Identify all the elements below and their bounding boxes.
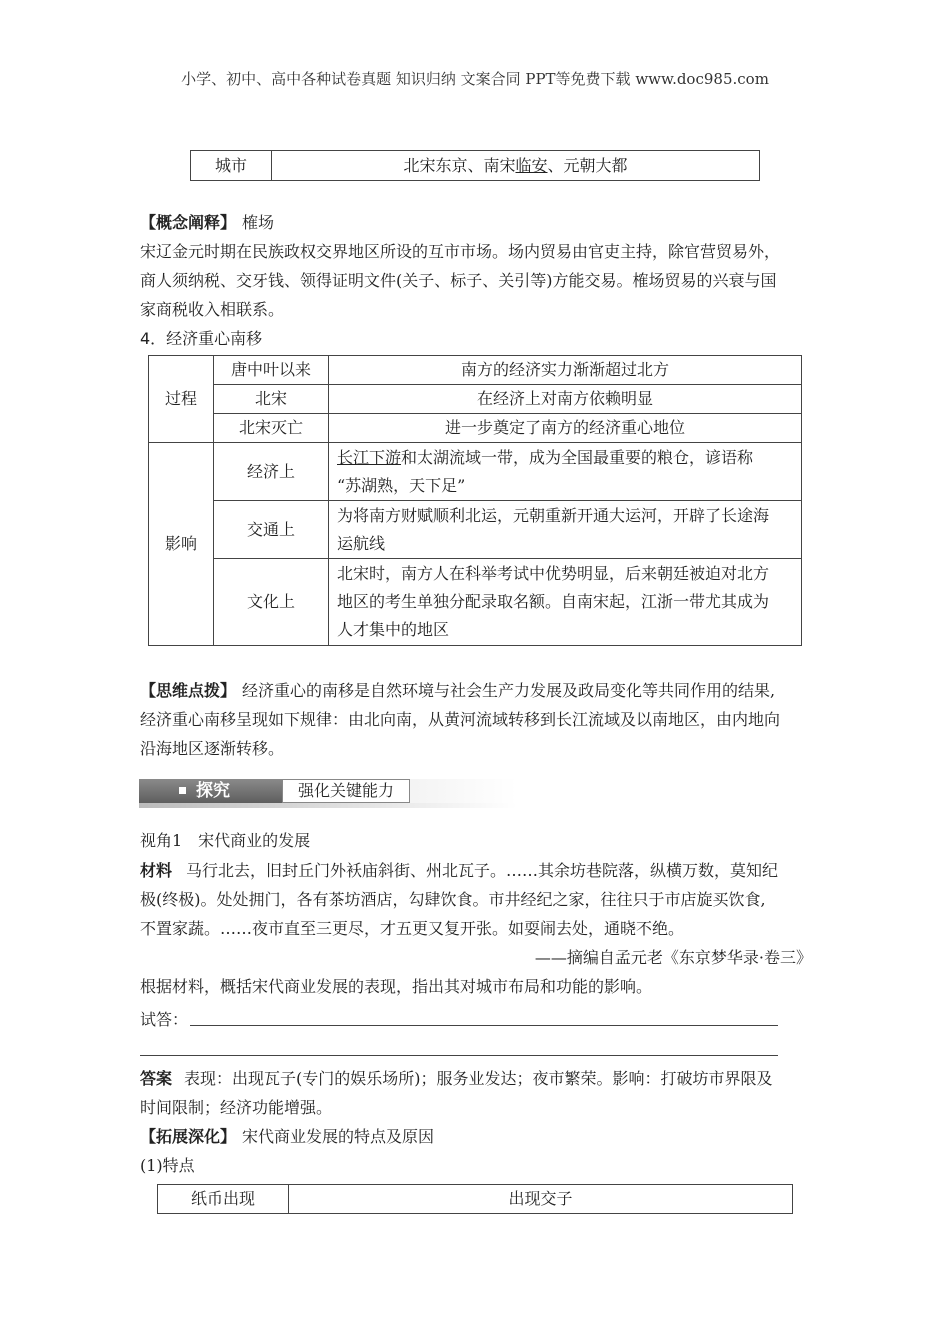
page-header: 小学、初中、高中各种试卷真题 知识归纳 文案合同 PPT等免费下载 www.doc985.com	[181, 70, 769, 88]
banner-underline	[139, 803, 517, 808]
impact-label: 影响	[149, 443, 214, 646]
city-value: 北宋东京、南宋临安、元朝大都	[272, 151, 760, 181]
material-source: ——摘编自孟元老《东京梦华录·卷三》	[534, 948, 812, 967]
process-label: 过程	[149, 356, 214, 443]
answer-tag: 答案	[140, 1069, 173, 1088]
view-heading: 视角1 宋代商业的发展	[140, 831, 311, 850]
answer-block	[140, 1064, 812, 1180]
concept-line-3: 家商税收入相联系。	[140, 300, 285, 319]
banner-dark: 探究	[139, 779, 282, 803]
process-period: 北宋	[214, 385, 329, 414]
impact-desc: 北宋时，南方人在科举考试中优势明显，后来朝廷被迫对北方 地区的考生单独分配录取名额。自南宋起，江浙一带尤其成为 人才集中的地区	[329, 559, 802, 646]
city-label: 城市	[191, 151, 272, 181]
explore-banner	[139, 776, 517, 808]
process-period: 唐中叶以来	[214, 356, 329, 385]
thinking-line-2: 经济重心南移呈现如下规律：由北向南，从黄河流域转移到长江流域及以南地区，由内地向	[140, 710, 781, 729]
material-line-3: 不置家蔬。……夜市直至三更尽，才五更又复开张。如耍闹去处，通晓不绝。	[140, 919, 685, 938]
concept-line-1: 宋辽金元时期在民族政权交界地区所设的互市市场。场内贸易由官吏主持，除官营贸易外，	[140, 242, 781, 261]
answer-line-2[interactable]	[140, 1055, 778, 1056]
impact-aspect: 交通上	[214, 501, 329, 559]
feature-label-cell: 纸币出现	[158, 1185, 289, 1214]
material-tag: 材料	[140, 861, 173, 880]
thinking-line-3: 沿海地区逐渐转移。	[140, 739, 285, 758]
city-table	[190, 150, 760, 181]
economic-shift-table	[148, 355, 802, 646]
answer-line-1-text: 表现：出现瓦子(专门的娱乐场所)；服务业发达；夜市繁荣。影响：打破坊市界限及	[184, 1069, 773, 1088]
impact-aspect: 经济上	[214, 443, 329, 501]
concept-block	[140, 208, 812, 324]
impact-desc: 长江下游和太湖流域一带，成为全国最重要的粮仓，谚语称 “苏湖熟，天下足”	[329, 443, 802, 501]
feature-label: (1)特点	[140, 1156, 195, 1175]
section-4-heading: 4．经济重心南移	[140, 329, 263, 348]
impact-desc: 为将南方财赋顺利北运，元朝重新开通大运河，开辟了长途海 运航线	[329, 501, 802, 559]
material-line-1: 马行北去，旧封丘门外袄庙斜街、州北瓦子。……其余坊巷院落，纵横万数，莫知纪	[186, 861, 779, 880]
question: 根据材料，概括宋代商业发展的表现，指出其对城市布局和功能的影响。	[140, 977, 653, 996]
process-period: 北宋灭亡	[214, 414, 329, 443]
concept-tag: 【概念阐释】	[140, 213, 237, 232]
process-desc: 进一步奠定了南方的经济重心地位	[329, 414, 802, 443]
process-desc: 在经济上对南方依赖明显	[329, 385, 802, 414]
answer-line-2-text: 时间限制；经济功能增强。	[140, 1098, 333, 1117]
material-block	[140, 856, 812, 1001]
square-icon	[179, 787, 186, 794]
thinking-block	[140, 676, 812, 763]
concept-title: 榷场	[242, 213, 275, 232]
feature-table	[157, 1184, 793, 1214]
extend-tag: 【拓展深化】	[140, 1127, 237, 1146]
try-label: 试答：	[140, 1010, 189, 1029]
banner-subtitle: 强化关键能力	[282, 779, 410, 803]
concept-line-2: 商人须纳税、交牙钱、领得证明文件(关子、标子、关引等)方能交易。榷场贸易的兴衰与国	[140, 271, 777, 290]
feature-value-cell: 出现交子	[289, 1185, 793, 1214]
process-desc: 南方的经济实力渐渐超过北方	[329, 356, 802, 385]
material-line-2: 极(终极)。处处拥门，各有茶坊酒店，勾肆饮食。市井经纪之家，往往只于市店旋买饮食,	[140, 890, 766, 909]
extend-title: 宋代商业发展的特点及原因	[242, 1127, 435, 1146]
answer-line-1[interactable]	[190, 1025, 778, 1026]
thinking-tag: 【思维点拨】	[140, 681, 237, 700]
thinking-line-1: 经济重心的南移是自然环境与社会生产力发展及政局变化等共同作用的结果,	[242, 681, 776, 700]
impact-aspect: 文化上	[214, 559, 329, 646]
